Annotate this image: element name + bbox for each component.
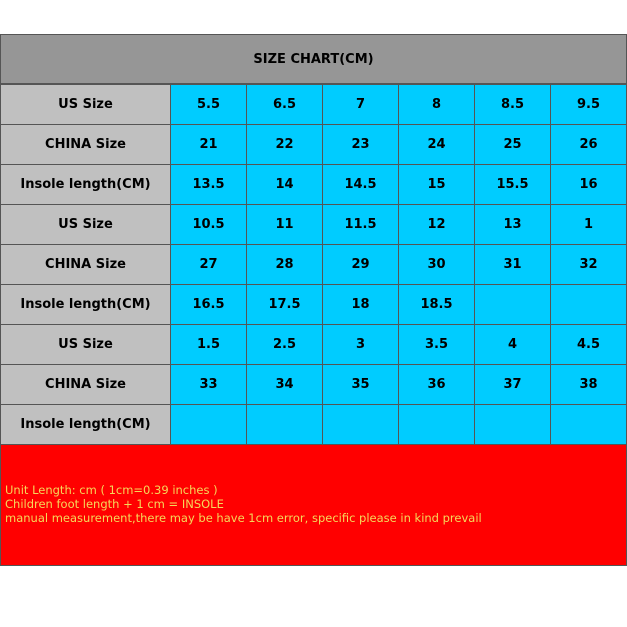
table-row [1, 205, 627, 245]
size-cell: 35 [323, 365, 399, 405]
size-cell: 28 [247, 245, 323, 285]
size-cell: 13.5 [171, 165, 247, 205]
size-cell: 9.5 [551, 85, 627, 125]
size-cell [551, 285, 627, 325]
size-cell [475, 405, 551, 445]
size-cell: 15 [399, 165, 475, 205]
size-cell [247, 405, 323, 445]
size-cell: 34 [247, 365, 323, 405]
size-cell: 32 [551, 245, 627, 285]
note-unit: Unit Length: cm ( 1cm=0.39 inches ) [5, 483, 218, 497]
size-cell: 22 [247, 125, 323, 165]
table-row [1, 365, 627, 405]
size-cell: 11 [247, 205, 323, 245]
size-cell: 38 [551, 365, 627, 405]
size-cell: 4.5 [551, 325, 627, 365]
chart-title: SIZE CHART(CM) [0, 34, 627, 84]
size-cell: 4 [475, 325, 551, 365]
note-measurement: manual measurement,there may be have 1cm error, specific please in kind prevail [5, 511, 482, 525]
size-cell [323, 405, 399, 445]
table-row [1, 85, 627, 125]
note-insole: Children foot length + 1 cm = INSOLE [5, 497, 224, 511]
size-cell: 14 [247, 165, 323, 205]
size-cell: 18.5 [399, 285, 475, 325]
row-label: Insole length(CM) [1, 285, 171, 325]
size-cell [475, 285, 551, 325]
table-row [1, 245, 627, 285]
row-label: CHINA Size [1, 365, 171, 405]
size-cell: 14.5 [323, 165, 399, 205]
size-cell [171, 405, 247, 445]
size-cell: 21 [171, 125, 247, 165]
size-cell: 37 [475, 365, 551, 405]
table-row [1, 165, 627, 205]
size-cell: 17.5 [247, 285, 323, 325]
size-cell: 15.5 [475, 165, 551, 205]
notes-panel [0, 445, 627, 566]
size-cell: 3 [323, 325, 399, 365]
size-cell: 31 [475, 245, 551, 285]
size-cell: 29 [323, 245, 399, 285]
size-cell: 23 [323, 125, 399, 165]
size-cell: 6.5 [247, 85, 323, 125]
size-cell: 12 [399, 205, 475, 245]
size-cell: 1 [551, 205, 627, 245]
row-label: CHINA Size [1, 125, 171, 165]
size-cell: 7 [323, 85, 399, 125]
size-cell [399, 405, 475, 445]
size-cell [551, 405, 627, 445]
size-cell: 24 [399, 125, 475, 165]
size-cell: 30 [399, 245, 475, 285]
row-label: US Size [1, 325, 171, 365]
size-cell: 8 [399, 85, 475, 125]
table-row [1, 125, 627, 165]
size-cell: 16.5 [171, 285, 247, 325]
row-label: CHINA Size [1, 245, 171, 285]
table-row [1, 325, 627, 365]
size-cell: 18 [323, 285, 399, 325]
size-cell: 5.5 [171, 85, 247, 125]
size-cell: 3.5 [399, 325, 475, 365]
size-table [0, 84, 627, 445]
size-cell: 33 [171, 365, 247, 405]
size-cell: 27 [171, 245, 247, 285]
size-cell: 26 [551, 125, 627, 165]
row-label: US Size [1, 205, 171, 245]
table-row [1, 285, 627, 325]
size-cell: 36 [399, 365, 475, 405]
row-label: US Size [1, 85, 171, 125]
size-cell: 25 [475, 125, 551, 165]
size-chart [0, 34, 627, 566]
table-row [1, 405, 627, 445]
row-label: Insole length(CM) [1, 165, 171, 205]
size-cell: 10.5 [171, 205, 247, 245]
size-cell: 11.5 [323, 205, 399, 245]
size-cell: 13 [475, 205, 551, 245]
size-cell: 16 [551, 165, 627, 205]
size-cell: 2.5 [247, 325, 323, 365]
size-cell: 8.5 [475, 85, 551, 125]
row-label: Insole length(CM) [1, 405, 171, 445]
size-cell: 1.5 [171, 325, 247, 365]
